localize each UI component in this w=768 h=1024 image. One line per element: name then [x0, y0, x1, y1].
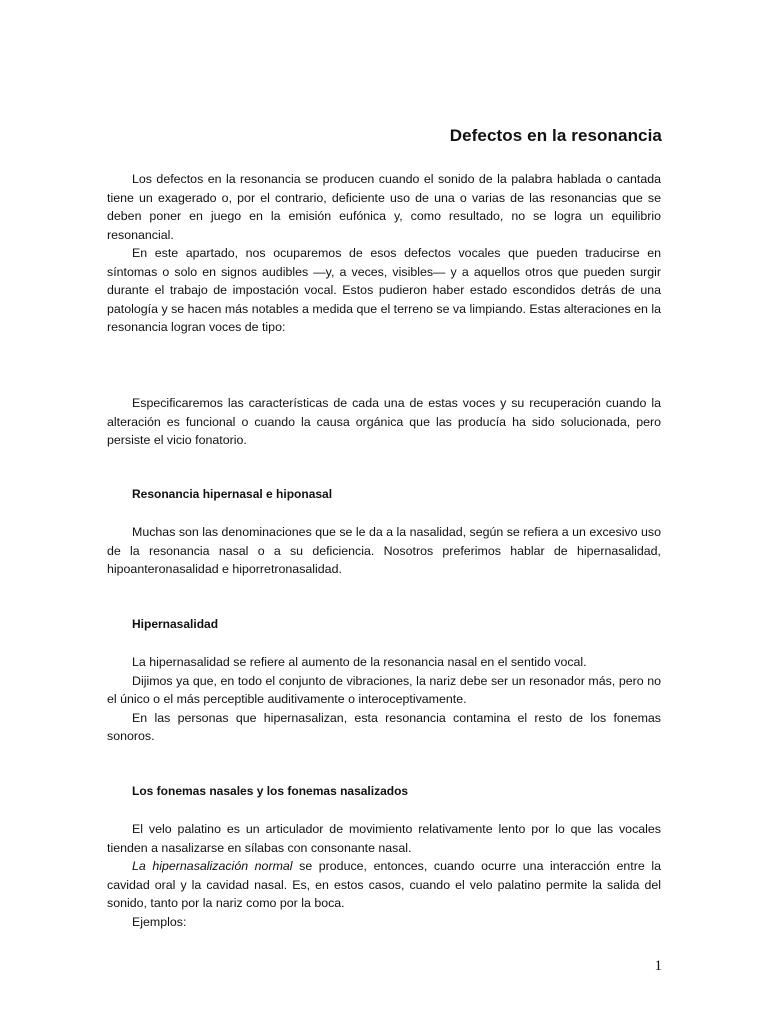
phonemes-section — [107, 820, 661, 931]
paragraph: Ejemplos: — [132, 914, 187, 929]
italic-term: La hipernasalización normal — [132, 859, 293, 873]
paragraph: Dijimos ya que, en todo el conjunto de vibraciones, la nariz debe ser un resonador más, pero no el único o el más perceptible auditivamente o interoceptivamente. — [107, 673, 661, 706]
section-heading: Los fonemas nasales y los fonemas nasalizados — [132, 784, 409, 798]
specification-section — [107, 394, 661, 450]
paragraph: Especificaremos las características de cada una de estas voces y su recuperación cuando la alteración es funcional o cuando la causa orgánica que las producía ha sido solucionada, pero persiste el vicio fonatorio. — [107, 396, 661, 447]
section-heading: Resonancia hipernasal e hiponasal — [132, 487, 333, 501]
page-title: Defectos en la resonancia — [449, 126, 662, 145]
paragraph — [107, 857, 661, 913]
paragraph: El velo palatino es un articulador de movimiento relativamente lento por lo que las vocales tienden a nasalizarse en sílabas con consonante nasal. — [107, 822, 661, 855]
section-heading: Hipernasalidad — [132, 617, 219, 631]
resonance-section — [107, 523, 661, 579]
hypernasality-section — [107, 653, 661, 746]
page-number: 1 — [654, 958, 662, 974]
paragraph: En este apartado, nos ocuparemos de esos defectos vocales que pueden traducirse en síntomas o solo en signos audibles —y, a veces, visibles— y a aquellos otros que pueden surgir durante el trabajo de impostación vocal. Estos pudieron haber estado escondidos detrás de una patología y se hacen más notables a medida que el terreno se va limpiando. Estas alteraciones en la resonancia logran voces de tipo: — [107, 246, 661, 334]
paragraph: En las personas que hipernasalizan, esta resonancia contamina el resto de los fonemas sonoros. — [107, 710, 661, 743]
paragraph: Los defectos en la resonancia se producen cuando el sonido de la palabra hablada o cantada tiene un exagerado o, por el contrario, deficiente uso de una o varias de las resonancias que se deben poner en juego en la emisión eufónica y, como resultado, no se logra un equilibrio resonancial. — [107, 172, 661, 242]
paragraph: La hipernasalidad se refiere al aumento de la resonancia nasal en el sentido vocal. — [132, 655, 587, 669]
paragraph-text: se produce, entonces, cuando ocurre una interacción entre la cavidad oral y la cavidad nasal. Es, en estos casos, cuando el velo palatino permite la salida del sonido, tanto por la nariz como por la boca. — [107, 859, 661, 910]
paragraph: Muchas son las denominaciones que se le da a la nasalidad, según se refiera a un excesivo uso de la resonancia nasal o a su deficiencia. Nosotros preferimos hablar de hipernasalidad, hipoanteronasalidad e hiporretronasalidad. — [107, 525, 661, 576]
intro-section — [107, 170, 661, 337]
